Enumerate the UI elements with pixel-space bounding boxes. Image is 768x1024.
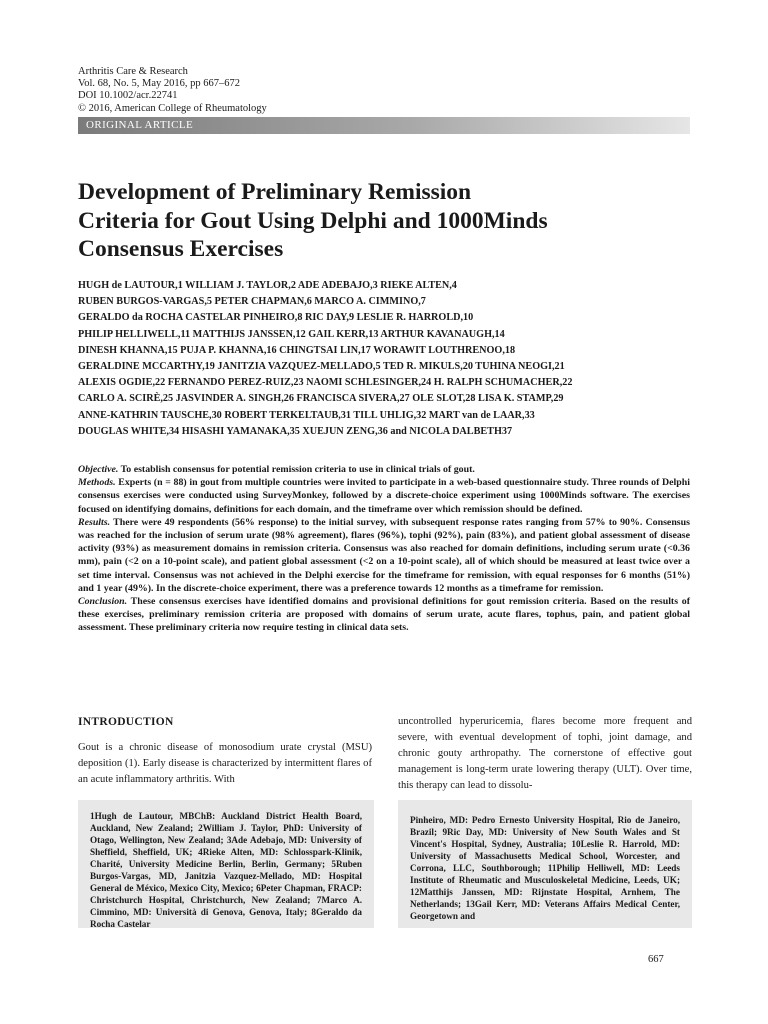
abstract <box>78 463 690 635</box>
article-title <box>78 178 698 264</box>
abstract-conclusion <box>78 595 690 635</box>
author-line: PHILIP HELLIWELL,11 MATTHIJS JANSSEN,12 GAIL KERR,13 ARTHUR KAVANAUGH,14 <box>78 328 505 340</box>
affiliations-right: Pinheiro, MD: Pedro Ernesto University Hospital, Rio de Janeiro, Brazil; 9Ric Day, MD: University of New South Wales and St Vincent's Hospital, Sydney, Australia; 10Leslie R. Harrold, MD: University of Massachusetts Medical School, Worcester, and Corrona, LLC, Southborough; 11Philip Helliwell, MD: Leeds Institute of Rheumatic and Musculoskeletal Medicine, Leeds, UK; 12Matthijs Janssen, MD: Rijnstate Hospital, Arnhem, The Netherlands; 13Gail Kerr, MD: Veterans Affairs Medical Center, Georgetown and <box>398 800 692 928</box>
journal-doi: DOI 10.1002/acr.22741 <box>78 90 178 102</box>
author-line: RUBEN BURGOS-VARGAS,5 PETER CHAPMAN,6 MARCO A. CIMMINO,7 <box>78 296 426 308</box>
author-list <box>78 278 708 440</box>
results-label: Results. <box>78 516 111 528</box>
section-banner <box>78 117 690 134</box>
conclusion-label: Conclusion. <box>78 596 128 608</box>
introduction-left-column: Gout is a chronic disease of monosodium urate crystal (MSU) deposition (1). Early disease is characterized by intermittent flares of an acute inflammatory arthritis. With <box>78 742 372 785</box>
author-line: DOUGLAS WHITE,34 HISASHI YAMANAKA,35 XUEJUN ZENG,36 and NICOLA DALBETH37 <box>78 425 513 437</box>
author-line: DINESH KHANNA,15 PUJA P. KHANNA,16 CHINGTSAI LIN,17 WORAWIT LOUTHRENOO,18 <box>78 344 516 356</box>
author-line: ANNE-KATHRIN TAUSCHE,30 ROBERT TERKELTAUB,31 TILL UHLIG,32 MART van de LAAR,33 <box>78 409 535 421</box>
abstract-objective <box>78 463 690 476</box>
introduction-right-column: uncontrolled hyperuricemia, flares become more frequent and severe, with eventual development of tophi, joint damage, and chronic gouty arthropathy. The cornerstone of effective gout management is long-term urate lowering therapy (ULT). Over time, this therapy can lead to dissolu- <box>398 716 692 791</box>
journal-copyright: © 2016, American College of Rheumatology <box>78 102 267 114</box>
author-line: HUGH de LAUTOUR,1 WILLIAM J. TAYLOR,2 ADE ADEBAJO,3 RIEKE ALTEN,4 <box>78 280 457 291</box>
journal-info <box>78 66 267 115</box>
title-line: Consensus Exercises <box>78 236 284 262</box>
methods-label: Methods. <box>78 477 116 489</box>
introduction-heading: INTRODUCTION <box>78 716 174 728</box>
objective-text: To establish consensus for potential remission criteria to use in clinical trials of gout. <box>118 464 475 475</box>
methods-text: Experts (n = 88) in gout from multiple countries were invited to participate in a web-based questionnaire study. Three rounds of Delphi consensus exercises were conducted using SurveyMonkey, followed by a discrete-choice experiment using 1000Minds software. The exercises focused on identifying domains, definitions for each domain, and the timeframe over which remission should be defined. <box>78 477 690 515</box>
title-line: Criteria for Gout Using Delphi and 1000Minds <box>78 207 548 234</box>
results-text: There were 49 respondents (56% response) to the initial survey, with subsequent response rates ranging from 57% to 90%. Consensus was reached for the inclusion of serum urate (98% agreement), flares (96%), tophi (92%), pain (83%), and patient global assessment of disease activity (93%) as measurement domains in remission criteria. Consensus was also reached for domain definitions, including serum urate (<0.36 mm), pain (<2 on a 10-point scale), and patient global assessment (<2 on a 10-point scale), all of which should be measured at least twice over a set time interval. Consensus was not achieved in the Delphi exercise for the timeframe for remission, with equal responses for 6 months (51%) and 1 year (49%). In the discrete-choice experiment, there was a preference towards 12 months as a timeframe for remission. <box>78 516 690 594</box>
title-line: Development of Preliminary Remission <box>78 179 472 205</box>
affiliations-left: 1Hugh de Lautour, MBChB: Auckland District Health Board, Auckland, New Zealand; 2William J. Taylor, PhD: University of Otago, Wellington, New Zealand; 3Ade Adebajo, MD: University of Sheffield, Sheffield, UK; 4Rieke Alten, MD: Schlosspark-Klinik, Charité, University Medicine Berlin, Berlin, Germany; 5Ruben Burgos-Vargas, MD, Janitzia Vazquez-Mellado, MD: Hospital General de México, Mexico City, Mexico; 6Peter Chapman, FRACP: Christchurch Hospital, Christchurch, New Zealand; 7Marco A. Cimmino, MD: Università di Genova, Genova, Italy; 8Geraldo da Rocha Castelar <box>78 800 374 928</box>
abstract-results <box>78 516 690 595</box>
section-label: ORIGINAL ARTICLE <box>86 119 194 131</box>
journal-name: Arthritis Care & Research <box>78 66 188 77</box>
conclusion-text: These consensus exercises have identified domains and provisional definitions for gout remission criteria. Based on the results of these exercises, preliminary remission criteria are proposed with domains of serum urate, acute flares, tophus, pain, and patient global assessment. These preliminary criteria now require testing in clinical data sets. <box>78 596 690 634</box>
author-line: GERALDO da ROCHA CASTELAR PINHEIRO,8 RIC DAY,9 LESLIE R. HARROLD,10 <box>78 312 474 324</box>
journal-volume: Vol. 68, No. 5, May 2016, pp 667–672 <box>78 78 240 90</box>
author-line: ALEXIS OGDIE,22 FERNANDO PEREZ-RUIZ,23 NAOMI SCHLESINGER,24 H. RALPH SCHUMACHER,22 <box>78 377 573 389</box>
objective-label: Objective. <box>78 464 119 475</box>
page-number: 667 <box>648 954 664 965</box>
author-line: CARLO A. SCIRÈ,25 JASVINDER A. SINGH,26 FRANCISCA SIVERA,27 OLE SLOT,28 LISA K. STAMP,29 <box>78 393 564 405</box>
abstract-methods <box>78 476 690 516</box>
author-line: GERALDINE MCCARTHY,19 JANITZIA VAZQUEZ-MELLADO,5 TED R. MIKULS,20 TUHINA NEOGI,21 <box>78 361 565 373</box>
